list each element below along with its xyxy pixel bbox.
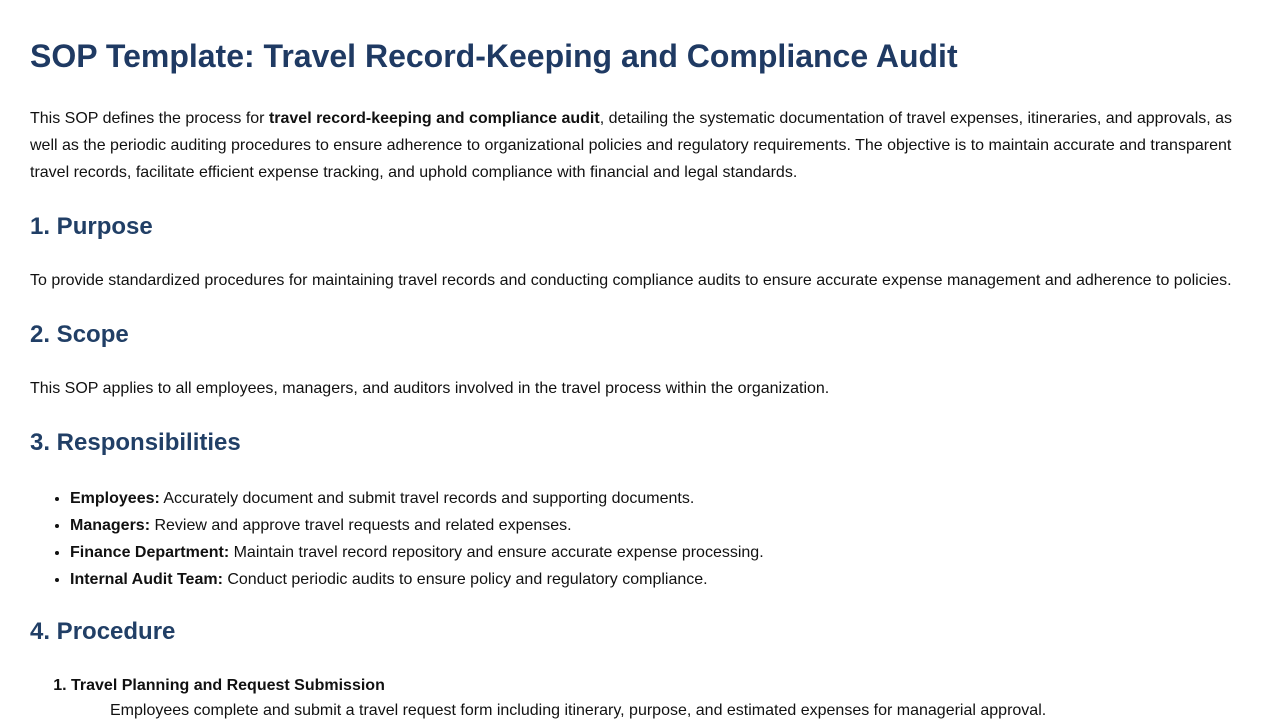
scope-text: This SOP applies to all employees, managers, and auditors involved in the travel process within the organization.: [30, 380, 830, 397]
step-title: Travel Planning and Request Submission: [71, 677, 385, 694]
procedure-substep-text: Employees complete and submit a travel request form including itinerary, purpose, and estimated expenses for managerial approval.: [110, 702, 1047, 719]
role-label: Finance Department:: [70, 544, 230, 561]
list-item: [70, 566, 764, 593]
list-item: [70, 539, 764, 566]
purpose-heading: 1. Purpose: [30, 213, 153, 240]
procedure-step: [71, 674, 385, 698]
role-description: Maintain travel record repository and ensure accurate expense processing.: [229, 544, 764, 561]
list-item: [70, 512, 764, 539]
intro-text-bold: travel record-keeping and compliance audit: [268, 110, 600, 127]
responsibilities-list: [30, 485, 764, 593]
responsibilities-heading: 3. Responsibilities: [30, 429, 241, 456]
procedure-heading: 4. Procedure: [30, 618, 176, 645]
intro-paragraph: [30, 105, 1233, 186]
intro-text-after: , detailing the systematic documentation of travel expenses, itineraries, and approvals, as well as the periodic auditing procedures to ensure adherence to organizational policies and regulatory requirements. The objective is to maintain accurate and transparent travel records, facilitate efficient expense tracking, and uphold compliance with financial and legal standards.: [30, 110, 1233, 181]
role-label: Employees:: [70, 490, 160, 507]
role-description: Accurately document and submit travel records and supporting documents.: [159, 490, 695, 507]
role-description: Review and approve travel requests and related expenses.: [150, 517, 572, 534]
intro-text-before: This SOP defines the process for: [30, 110, 269, 127]
list-item: [70, 485, 764, 512]
page-title: SOP Template: Travel Record-Keeping and Compliance Audit: [30, 38, 958, 74]
role-description: Conduct periodic audits to ensure policy and regulatory compliance.: [222, 571, 708, 588]
role-label: Internal Audit Team:: [70, 571, 223, 588]
role-label: Managers:: [70, 517, 151, 534]
purpose-text: To provide standardized procedures for maintaining travel records and conducting compliance audits to ensure accurate expense management and adherence to policies.: [30, 272, 1232, 289]
scope-heading: 2. Scope: [30, 321, 129, 348]
procedure-steps: [30, 674, 385, 698]
